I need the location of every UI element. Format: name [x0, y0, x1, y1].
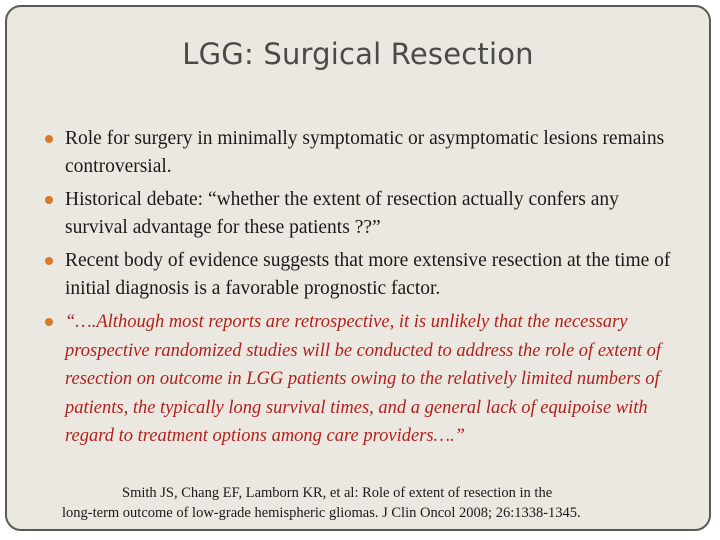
bullet-dot-icon: [45, 135, 53, 143]
slide-title: LGG: Surgical Resection: [182, 37, 534, 71]
citation-line-2: long-term outcome of low-grade hemispheric gliomas. J Clin Oncol 2008; 26:1338-1345.: [62, 505, 581, 521]
quote-text: “….Although most reports are retrospective, it is unlikely that the necessary prospective randomized studies will be conducted to address the role of extent of resection on outcome in LGG patients owing to the relatively limited numbers of patients, the typically long survival times, and a general lack of equipoise with regard to treatment options among care providers….”: [65, 312, 662, 446]
quote-bullet-item: [43, 308, 683, 451]
citation-line-1: Smith JS, Chang EF, Lamborn KR, et al: Role of extent of resection in the: [122, 485, 553, 501]
bullet-text: Role for surgery in minimally symptomatic or asymptomatic lesions remains controversial.: [65, 128, 665, 177]
citation: [62, 483, 702, 523]
bullet-item: [43, 247, 683, 303]
bullet-list: [43, 125, 683, 456]
bullet-item: [43, 186, 683, 242]
bullet-dot-icon: [45, 318, 53, 326]
bullet-text: Recent body of evidence suggests that more extensive resection at the time of initial diagnosis is a favorable prognostic factor.: [65, 250, 671, 299]
slide: [5, 5, 711, 531]
bullet-item: [43, 125, 683, 181]
bullet-dot-icon: [45, 196, 53, 204]
bullet-dot-icon: [45, 257, 53, 265]
bullet-text: Historical debate: “whether the extent of resection actually confers any survival advantage for these patients ??”: [65, 189, 619, 238]
